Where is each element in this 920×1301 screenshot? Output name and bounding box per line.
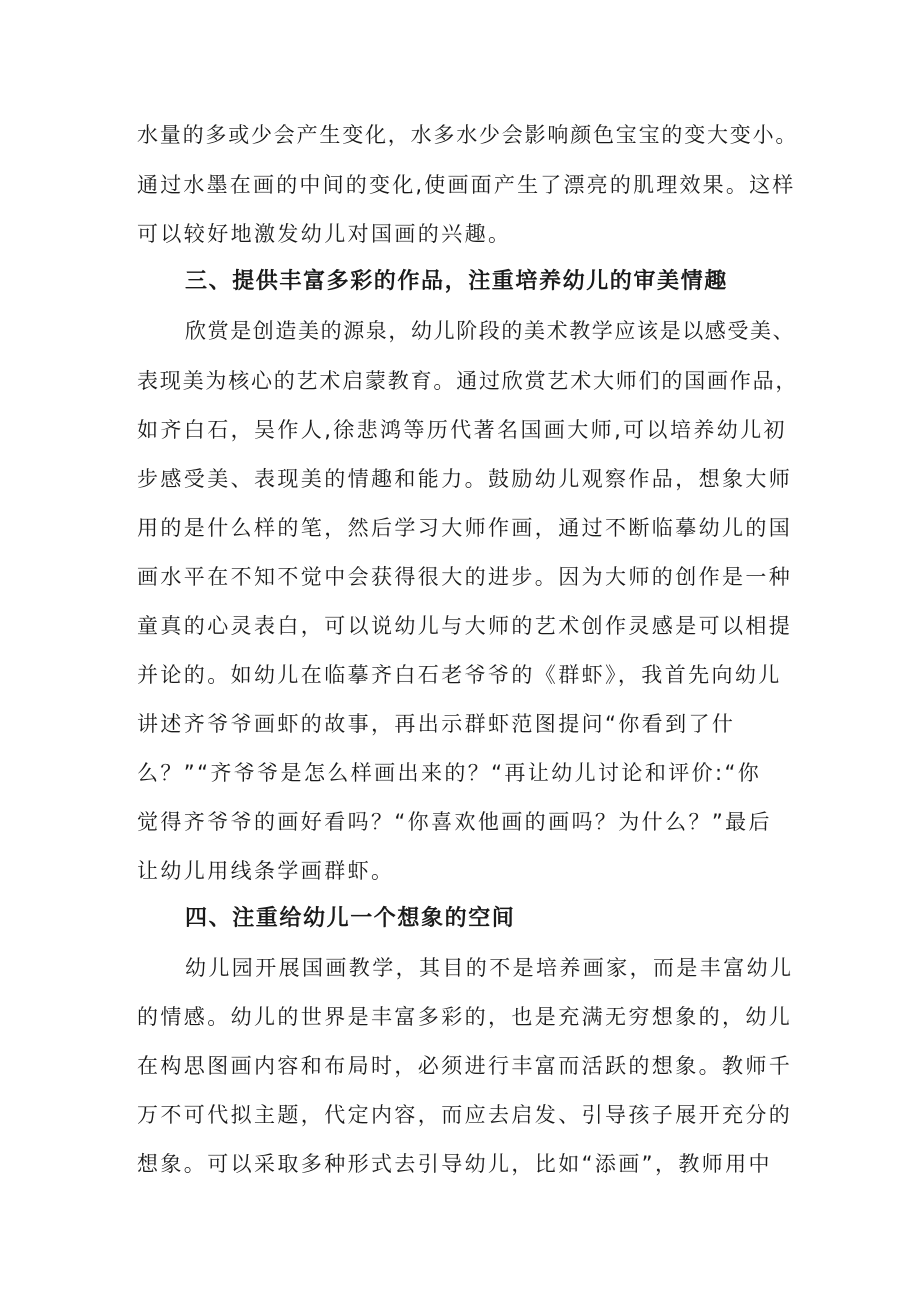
paragraph-line: 讲述齐爷爷画虾的故事，再出示群虾范图提问“你看到了什 (137, 712, 736, 736)
paragraph-line: 么？”“齐爷爷是怎么样画出来的？“再让幼儿讨论和评价:“你 (137, 761, 762, 785)
paragraph-line: 在构思图画内容和布局时，必须进行丰富而活跃的想象。教师千 (137, 1054, 793, 1078)
paragraph-line: 觉得齐爷爷的画好看吗？“你喜欢他画的画吗？为什么？”最后 (137, 810, 772, 834)
paragraph-line: 想象。可以采取多种形式去引导幼儿，比如“添画”，教师用中 (137, 1152, 772, 1176)
paragraph-line: 用的是什么样的笔，然后学习大师作画，通过不断临摹幼儿的国 (137, 516, 793, 540)
section-heading: 四、注重给幼儿一个想象的空间 (185, 906, 516, 931)
paragraph-line: 画水平在不知不觉中会获得很大的进步。因为大师的创作是一种 (137, 565, 793, 589)
paragraph-line: 让幼儿用线条学画群虾。 (137, 859, 395, 883)
paragraph-line: 并论的。如幼儿在临摹齐白石老爷爷的《群虾》，我首先向幼儿 (137, 663, 782, 687)
paragraph-line: 可以较好地激发幼儿对国画的兴趣。 (137, 222, 512, 246)
paragraph-line: 通过水墨在画的中间的变化,使画面产生了漂亮的肌理效果。这样 (137, 173, 796, 197)
paragraph-line: 欣赏是创造美的源泉，幼儿阶段的美术教学应该是以感受美、 (185, 319, 796, 343)
paragraph-line: 如齐白石，吴作人,徐悲鸿等历代著名国画大师,可以培养幼儿初 (137, 418, 787, 442)
paragraph-line: 的情感。幼儿的世界是丰富多彩的，也是充满无穷想象的，幼儿 (137, 1005, 793, 1029)
paragraph-line: 万不可代拟主题，代定内容，而应去启发、引导孩子展开充分的 (137, 1103, 793, 1127)
paragraph-line: 步感受美、表现美的情趣和能力。鼓励幼儿观察作品，想象大师 (137, 467, 793, 491)
section-heading: 三、提供丰富多彩的作品，注重培养幼儿的审美情趣 (185, 269, 728, 294)
paragraph-line: 幼儿园开展国画教学，其目的不是培养画家，而是丰富幼儿 (185, 956, 794, 980)
paragraph-line: 表现美为核心的艺术启蒙教育。通过欣赏艺术大师们的国画作品， (137, 369, 799, 393)
paragraph-line: 童真的心灵表白，可以说幼儿与大师的艺术创作灵感是可以相提 (137, 614, 793, 638)
paragraph-line: 水量的多或少会产生变化，水多水少会影响颜色宝宝的变大变小。 (137, 123, 799, 147)
